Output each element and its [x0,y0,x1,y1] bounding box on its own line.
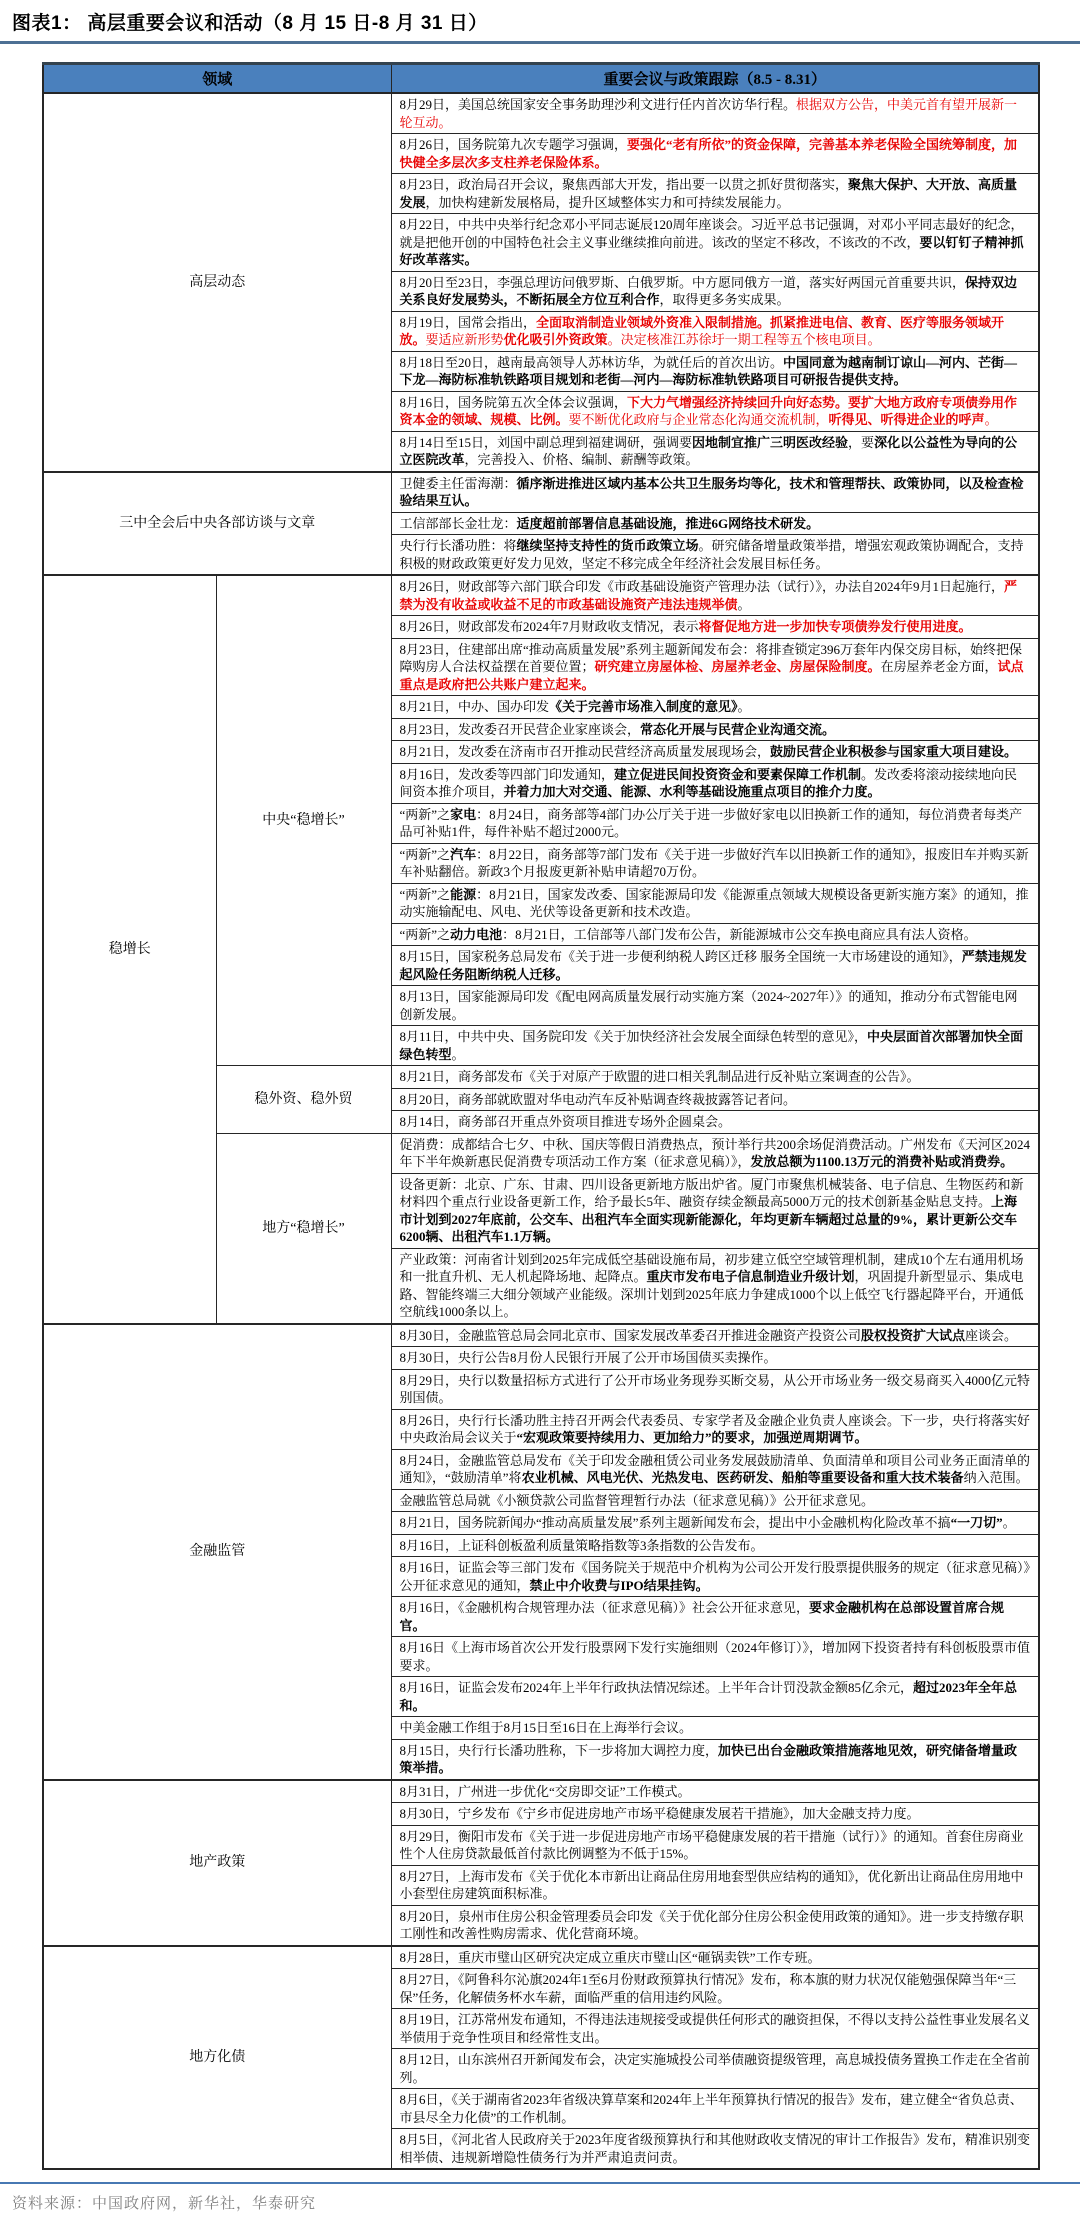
entry-text-segment: “一刀切” [950,1515,1003,1530]
entry-text-segment: “两新”之 [399,886,451,902]
entry-text-segment: 。 [737,596,751,612]
entry-cell [391,1512,1039,1535]
entry-text-segment: 8月16日，发改委等四部门印发通知， [399,766,615,782]
entry-text-segment: 8月16日，国务院第五次全体会议强调， [399,394,628,410]
entry-cell [391,1637,1039,1677]
entry-text-segment: 上海市计划到2027年底前，公交车、出租汽车全面实现新能源化，年均更新车辆超过总量的9%，累计更新公交车6200辆、出租汽车1.1万辆。 [399,1194,1018,1244]
entry-text-segment: 8月23日，住建部出席“推动高质量发展”系列主题新闻发布会：将排查锁定396万套年内保交房目标，始终把保障购房人合法权益摆在首要位置； [399,641,1023,674]
category-cell: 金融监管 [43,1324,391,1780]
entry-cell [391,1969,1039,2009]
entry-text-segment: 产业政策：河南省计划到2025年完成低空基础设施布局，初步建立低空空域管理机制，建成10个左右通用机场和一批直升机、无人机起降场地、起降点。 [399,1251,1024,1284]
entry-text-segment: 根据双方公告，中美元首有望开展新一轮互动。 [399,97,1018,130]
entry-cell [391,923,1039,946]
entry-cell [391,1557,1039,1597]
entry-text-segment: 中国同意为越南制订谅山—河内、芒街—下龙—海防标准轨铁路项目规划和老街—河内—海防标准轨铁路项目可研报告提供支持。 [399,354,1018,387]
entry-text-segment: 8月16日《上海市场首次公开发行股票网下发行实施细则（2024年修订）》，增加网下投资者持有科创板股票市值要求。 [399,1640,1031,1673]
entry-text-segment: 8月26日，财政部等六部门联合印发《市政基础设施资产管理办法（试行）》，办法自2024年9月1日起施行， [399,579,1005,594]
entry-cell [391,1534,1039,1557]
entry-text-segment: 。 [1002,1515,1016,1530]
entry-text-segment: 鼓励民营企业积极参与国家重大项目建设。 [770,744,1018,759]
entry-cell [391,1111,1039,1134]
entry-cell [391,2009,1039,2049]
entry-text-segment: 优化吸引外资政策 [503,332,608,347]
entry-text-segment: 8月21日，商务部发布《关于对原产于欧盟的进口相关乳制品进行反补贴立案调查的公告》。 [399,1069,920,1084]
entry-cell [391,1489,1039,1512]
entry-text-segment: 8月23日，发改委召开民营企业家座谈会， [399,721,641,737]
entry-text-segment: 8月30日，金融监管总局会同北京市、国家发展改革委召开推进金融资产投资公司 [399,1327,862,1343]
column-header-tracking: 重要会议与政策跟踪（8.5 - 8.31） [391,64,1039,94]
entry-cell [391,638,1039,696]
entry-text-segment: ：8月24日，商务部等4部门办公厅关于进一步做好家电以旧换新工作的通知，每位消费者每类产品可补贴1件，每件补贴不超过2000元。 [399,806,1023,839]
category-cell: 三中全会后中央各部访谈与文章 [43,472,391,576]
entry-text-segment: 汽车 [450,846,477,862]
subcategory-cell: 中央“稳增长” [216,575,391,1066]
entry-text-segment: 8月5日，《河北省人民政府关于2023年度省级预算执行和其他财政收支情况的审计工作报告》发布，精准识别变相举债、违规新增隐性债务行为并严肃追责问责。 [399,2132,1031,2165]
entry-cell [391,1347,1039,1370]
entry-text-segment: 。 [451,1046,465,1062]
category-cell: 地产政策 [43,1780,391,1946]
entry-cell [391,763,1039,803]
title-divider [0,41,1080,44]
entry-text-segment: ，要 [848,434,875,450]
entry-text-segment: 因地制宜推广三明医改经验 [692,434,849,450]
entry-text-segment: 央行行长潘功胜：将 [399,538,517,553]
entry-text-segment: 纳入范围。 [963,1470,1029,1485]
entry-text-segment: 8月29日，美国总统国家安全事务助理沙利文进行任内首次访华行程。 [399,97,797,112]
entry-text-segment: 全面取消制造业领域外资准入限制措施。抓紧推进电信、教育、医疗等服务领域开放。 [399,314,1005,347]
entry-cell [391,1803,1039,1826]
entry-text-segment: 8月16日，证监会发布2024年上半年行政执法情况综述。上半年合计罚没款金额85亿余元， [399,1680,914,1695]
entry-text-segment: 8月26日，央行行长潘功胜主持召开两会代表委员、专家学者及金融企业负责人座谈会。下一步，央行将落实好中央政治局会议关于 [399,1412,1031,1445]
entry-text-segment: 禁止中介收费与IPO结果挂钩。 [529,1577,709,1593]
entry-text-segment: ，加快构建新发展格局，提升区域整体实力和可持续发展能力。 [425,194,790,210]
entry-text-segment: 农业机械、风电光伏、光热发电、医药研发、船舶等重要设备和重大技术装备 [521,1470,964,1485]
entry-cell [391,2089,1039,2129]
entry-text-segment: 超过2023年全年总和。 [399,1680,1018,1713]
entry-text-segment: 8月19日，国常会指出， [399,314,537,330]
entry-text-segment: 常态化开展与民营企业沟通交流。 [640,721,836,737]
entry-cell [391,986,1039,1026]
entry-text-segment: 。 [984,412,998,427]
entry-row [43,93,1039,134]
entry-text-segment: 严禁违规发起风险任务阻断纳税人迁移。 [399,949,1027,982]
entry-text-segment: ：8月21日，工信部等八部门发布公告，新能源城市公交车换电商应具有法人资格。 [502,926,977,942]
entry-cell [391,214,1039,272]
entry-text-segment: “两新”之 [399,846,451,862]
entry-cell [391,134,1039,174]
entry-text-segment: ，取得更多务实成果。 [659,292,790,307]
entry-cell [391,1369,1039,1409]
entry-text-segment: 8月13日，国家能源局印发《配电网高质量发展行动实施方案（2024~2027年）》的通知，推动分布式智能电网创新发展。 [399,989,1018,1022]
entry-cell [391,1449,1039,1489]
subcategory-cell: 稳外资、稳外贸 [216,1066,391,1134]
entry-text-segment: 深化以公益性为导向的公立医院改革 [399,434,1018,467]
entry-cell [391,93,1039,134]
entry-cell [391,1597,1039,1637]
subcategory-cell: 地方“稳增长” [216,1133,391,1324]
entry-text-segment: 8月19日，江苏常州发布通知，不得违法违规接受或提供任何形式的融资担保，不得以支持公益性事业发展名义举债用于竞争性项目和经常性支出。 [399,2012,1031,2045]
entry-text-segment: 《关于完善市场准入制度的意见》 [549,699,738,714]
entry-text-segment: 8月26日，财政部发布2024年7月财政收支情况，表示 [399,619,699,634]
entry-text-segment: 8月29日，衡阳市发布《关于进一步促进房地产市场平稳健康发展的若干措施（试行）》的通知。首套住房商业性个人住房贷款最低首付款比例调整为不低于15%。 [399,1828,1024,1861]
entry-text-segment: 动力电池 [450,926,503,942]
source-note: 资料来源：中国政府网，新华社，华泰研究 [12,2196,317,2212]
entry-text-segment: 8月12日，山东滨州召开新闻发布会，决定实施城投公司举债融资提级管理，高息城投债务置换工作走在全省前列。 [399,2052,1031,2085]
entry-text-segment: 严禁为没有收益或收益不足的市政基础设施资产违法违规举债 [399,579,1018,612]
entry-text-segment: 研究建立房屋体检、房屋养老金、房屋保险制度。 [594,659,881,674]
entry-cell [391,1677,1039,1717]
entry-cell [391,843,1039,883]
entry-text-segment: ：8月22日，商务部等7部门发布《关于进一步做好汽车以旧换新工作的通知》，报废旧车并购买新车补贴翻倍。新政3个月报废更新补贴申请超70万份。 [399,846,1029,879]
entry-text-segment: 能源 [450,886,477,902]
entry-text-segment: 中美金融工作组于8月15日至16日在上海举行会议。 [399,1720,693,1735]
entry-text-segment: 股权投资扩大试点 [861,1327,966,1343]
entry-cell [391,391,1039,431]
entry-text-segment: 8月21日，国务院新闻办“推动高质量发展”系列主题新闻发布会，提出中小金融机构化险改革不搞 [399,1515,951,1530]
entry-text-segment: 8月26日，国务院第九次专题学习强调， [399,137,628,152]
entry-text-segment: 。 [737,699,751,714]
entry-text-segment: “两新”之 [399,806,451,822]
entry-cell [391,803,1039,843]
entry-cell [391,1173,1039,1248]
entry-text-segment: ：8月21日，国家发改委、国家能源局印发《能源重点领域大规模设备更新实施方案》的通知，推动实施输配电、风电、光伏等设备更新和技术改造。 [399,886,1029,919]
entry-text-segment: 家电 [450,806,477,822]
entry-text-segment: ，完善投入、价格、编制、薪酬等政策。 [464,452,699,467]
entry-cell [391,883,1039,923]
entry-text-segment: 要不断优化政府与企业常态化沟通交流机制， [568,412,829,427]
entry-text-segment: 8月14日，商务部召开重点外资项目推进专场外企圆桌会。 [399,1114,732,1129]
entry-cell [391,311,1039,351]
entry-cell [391,1825,1039,1865]
entry-text-segment: 卫健委主任雷海潮： [399,475,517,491]
entry-text-segment: 8月22日，中共中央举行纪念邓小平同志诞辰120周年座谈会。习近平总书记强调，对邓小平同志最好的纪念，就是把他开创的中国特色社会主义事业继续推向前进。该改的坚定不移改，不该改的不改， [399,217,1024,250]
entry-cell [391,271,1039,311]
entry-text-segment: 促消费：成都结合七夕、中秋、国庆等假日消费热点，预计举行共200余场促消费活动。广州发布《天河区2024年下半年焕新惠民促消费专项活动工作方案（征求意见稿）》， [399,1136,1031,1169]
entry-text-segment: 8月27日，上海市发布《关于优化本市新出让商品住房用地套型供应结构的通知》，优化新出让商品住房用地中小套型住房建筑面积标准。 [399,1868,1024,1901]
entry-cell [391,696,1039,719]
entry-text-segment: 工信部部长金壮龙： [399,515,517,531]
entry-row [43,1324,1039,1347]
entry-cell [391,718,1039,741]
entry-text-segment: 8月14日至15日，刘国中副总理到福建调研，强调要 [399,434,693,450]
entry-row [43,1780,1039,1803]
entry-text-segment: 8月30日，宁乡发布《宁乡市促进房地产市场平稳健康发展若干措施》，加大金融支持力度。 [399,1806,920,1821]
entry-cell [391,946,1039,986]
entry-text-segment: 要强化“老有所依”的资金保障，完善基本养老保险全国统筹制度，加快健全多层次多支柱养老保险体系。 [399,137,1018,170]
entry-text-segment: 8月16日，证监会等三部门发布《国务院关于规范中介机构为公司公开发行股票提供服务的规定（征求意见稿）》公开征求意见的通知， [399,1560,1031,1593]
entry-text-segment: 座谈会。 [965,1327,1018,1343]
entry-cell [391,1026,1039,1066]
entry-cell [391,1865,1039,1905]
entry-text-segment: 聚焦大保护、大开放、高质量发展 [399,177,1018,210]
entry-cell [391,1409,1039,1449]
entry-text-segment: 适度超前部署信息基础设施，推进6G网络技术研发。 [516,515,820,531]
table-header-row [43,64,1039,94]
entry-cell [391,1946,1039,1969]
entry-text-segment: 8月16日，上证科创板盈利质量策略指数等3条指数的公告发布。 [399,1537,764,1553]
entry-cell [391,351,1039,391]
entry-text-segment: 8月20日，泉州市住房公积金管理委员会印发《关于优化部分住房公积金使用政策的通知》。进一步支持缴存职工刚性和改善性购房需求、优化营商环境。 [399,1908,1024,1941]
entry-cell [391,535,1039,576]
entry-text-segment: 8月6日，《关于湖南省2023年省级决算草案和2024年上半年预算执行情况的报告》发布，建立健全“省负总责、市县尽全力化债”的工作机制。 [399,2092,1023,2125]
entry-text-segment: 在房屋养老金方面， [880,659,998,674]
entry-text-segment: 设备更新：北京、广东、甘肃、四川设备更新地方版出炉省。厦门市聚焦机械装备、电子信息、生物医药和新材料四个重点行业设备更新工作，给予最长5年、融资存续金额最高5000万元的技术创新基金贴息支持。 [399,1176,1024,1209]
category-cell: 稳增长 [43,575,216,1324]
entry-cell [391,1780,1039,1803]
category-cell: 高层动态 [43,93,391,472]
entry-cell [391,1133,1039,1173]
entry-text-segment: 8月30日，央行公告8月份人民银行开展了公开市场国债买卖操作。 [399,1350,777,1365]
entry-cell [391,2129,1039,2170]
entry-text-segment: 。发改委将滚动接续地向民间资本推介项目， [399,766,1018,799]
column-header-domain: 领域 [43,64,391,94]
entry-text-segment: 下大力气增强经济持续回升向好态势。要扩大地方政府专项债券用作资本金的领域、规模、比例。 [399,394,1018,427]
entry-text-segment: 要适应新形势 [425,332,504,347]
entry-cell [391,1717,1039,1740]
entry-text-segment: 要求金融机构在总部设置首席合规官。 [399,1600,1005,1633]
entry-text-segment: 中央层面首次部署加快全面绿色转型 [399,1029,1024,1062]
entry-text-segment: 。研究储备增量政策举措，增强宏观政策协调配合，支持积极的财政政策更好发力见效，坚定不移完成全年经济社会发展目标任务。 [399,538,1024,571]
entry-text-segment: 8月28日，重庆市璧山区研究决定成立重庆市璧山区“砸锅卖铁”工作专班。 [399,1949,821,1965]
entry-row [43,1946,1039,1969]
entry-text-segment: “宏观政策要持续用力、更加给力”的要求，加强逆周期调节。 [516,1430,868,1445]
entry-text-segment: “两新”之 [399,926,451,942]
entry-cell [391,2049,1039,2089]
entry-text-segment: 8月27日，《阿鲁科尔沁旗2024年1至6月份财政预算执行情况》发布，称本旗的财力状况仅能勉强保障当年“三保”任务，化解债务杯水车薪，面临严重的信用违约风险。 [399,1972,1017,2005]
figure-title: 图表1： 高层重要会议和活动（8 月 15 日-8 月 31 日） [12,13,488,34]
entry-row [43,575,1039,616]
entry-cell [391,1088,1039,1111]
entry-text-segment: 听得见、听得进企业的呼声 [828,412,985,427]
entry-text-segment: 保持双边关系良好发展势头，不断拓展全方位互利合作 [399,274,1018,307]
entry-cell [391,1066,1039,1089]
entry-cell [391,512,1039,535]
entry-text-segment: 8月16日，《金融机构合规管理办法（征求意见稿）》社会公开征求意见， [399,1600,810,1615]
entry-cell [391,616,1039,639]
policy-table-body [43,93,1039,2169]
entry-cell [391,575,1039,616]
entry-text-segment: 8月20日至23日，李强总理访问俄罗斯、白俄罗斯。中方愿同俄方一道，落实好两国元首重要共识， [399,274,966,290]
entry-text-segment: 8月21日，中办、国办印发 [399,699,550,714]
entry-text-segment: 8月18日至20日，越南最高领导人苏林访华，为就任后的首次出访。 [399,354,784,370]
entry-text-segment: 循序渐进推进区域内基本公共卫生服务均等化，技术和管理帮扶、政策协同，以及检查检验结果互认。 [399,475,1024,508]
entry-text-segment: 8月31日，广州进一步优化“交房即交证”工作模式。 [399,1783,691,1799]
entry-text-segment: 加快已出台金融政策措施落地见效，研究储备增量政策举措。 [399,1742,1018,1775]
entry-text-segment: 8月29日，央行以数量招标方式进行了公开市场业务现券买断交易，从公开市场业务一级交易商买入4000亿元特别国债。 [399,1372,1031,1405]
entry-text-segment: 8月23日，政治局召开会议，聚焦西部大开发，指出要一以贯之抓好贯彻落实， [399,177,849,192]
entry-text-segment: 8月11日，中共中央、国务院印发《关于加快经济社会发展全面绿色转型的意见》， [399,1029,868,1044]
entry-row [43,472,1039,513]
entry-text-segment: 建立促进民间投资资金和要素保障工作机制 [614,766,862,782]
entry-text-segment: 8月15日，央行行长潘功胜称，下一步将加大调控力度， [399,1742,719,1758]
entry-cell [391,472,1039,513]
entry-text-segment: 金融监管总局就《小额贷款公司监督管理暂行办法（征求意见稿）》公开征求意见。 [399,1492,875,1508]
entry-text-segment: 继续坚持支持性的货币政策立场 [516,538,699,553]
entry-text-segment: 重庆市发布电子信息制造业升级计划 [646,1269,855,1284]
entry-text-segment: ，巩固提升新型显示、集成电路、智能终端三大细分领域产业能级。深圳计划到2025年底力争建成1000个以上低空飞行器起降平台，开通低空航线1000条以上。 [399,1269,1024,1319]
entry-text-segment: 8月20日，商务部就欧盟对华电动汽车反补贴调查终裁披露答记者问。 [399,1091,797,1107]
entry-text-segment: 将督促地方进一步加快专项债券发行使用进度。 [698,619,972,634]
entry-text-segment: 要以钉钉子精神抓好改革落实。 [399,234,1024,267]
entry-cell [391,1905,1039,1946]
entry-text-segment: 试点重点是政府把公共账户建立起来。 [399,659,1024,692]
category-cell: 地方化债 [43,1946,391,2170]
entry-cell [391,1324,1039,1347]
entry-cell [391,431,1039,472]
entry-text-segment: 8月24日，金融监管总局发布《关于印发金融租赁公司业务发展鼓励清单、负面清单和项目公司业务正面清单的通知》，“鼓励清单”将 [399,1452,1031,1485]
entry-cell [391,741,1039,764]
entry-cell [391,1248,1039,1324]
entry-text-segment: 并着力加大对交通、能源、水利等基础设施重点项目的推介力度。 [503,784,881,799]
entry-text-segment: 8月21日，发改委在济南市召开推动民营经济高质量发展现场会， [399,744,771,759]
entry-cell [391,1739,1039,1780]
entry-cell [391,174,1039,214]
entry-text-segment: 8月15日，国家税务总局发布《关于进一步便利纳税人跨区迁移 服务全国统一大市场建设的通知》， [399,949,962,964]
entry-text-segment: 发放总额为1100.13万元的消费补贴或消费券。 [750,1154,1014,1169]
entry-text-segment: 。决定核准江苏徐圩一期工程等五个核电项目。 [607,332,881,347]
